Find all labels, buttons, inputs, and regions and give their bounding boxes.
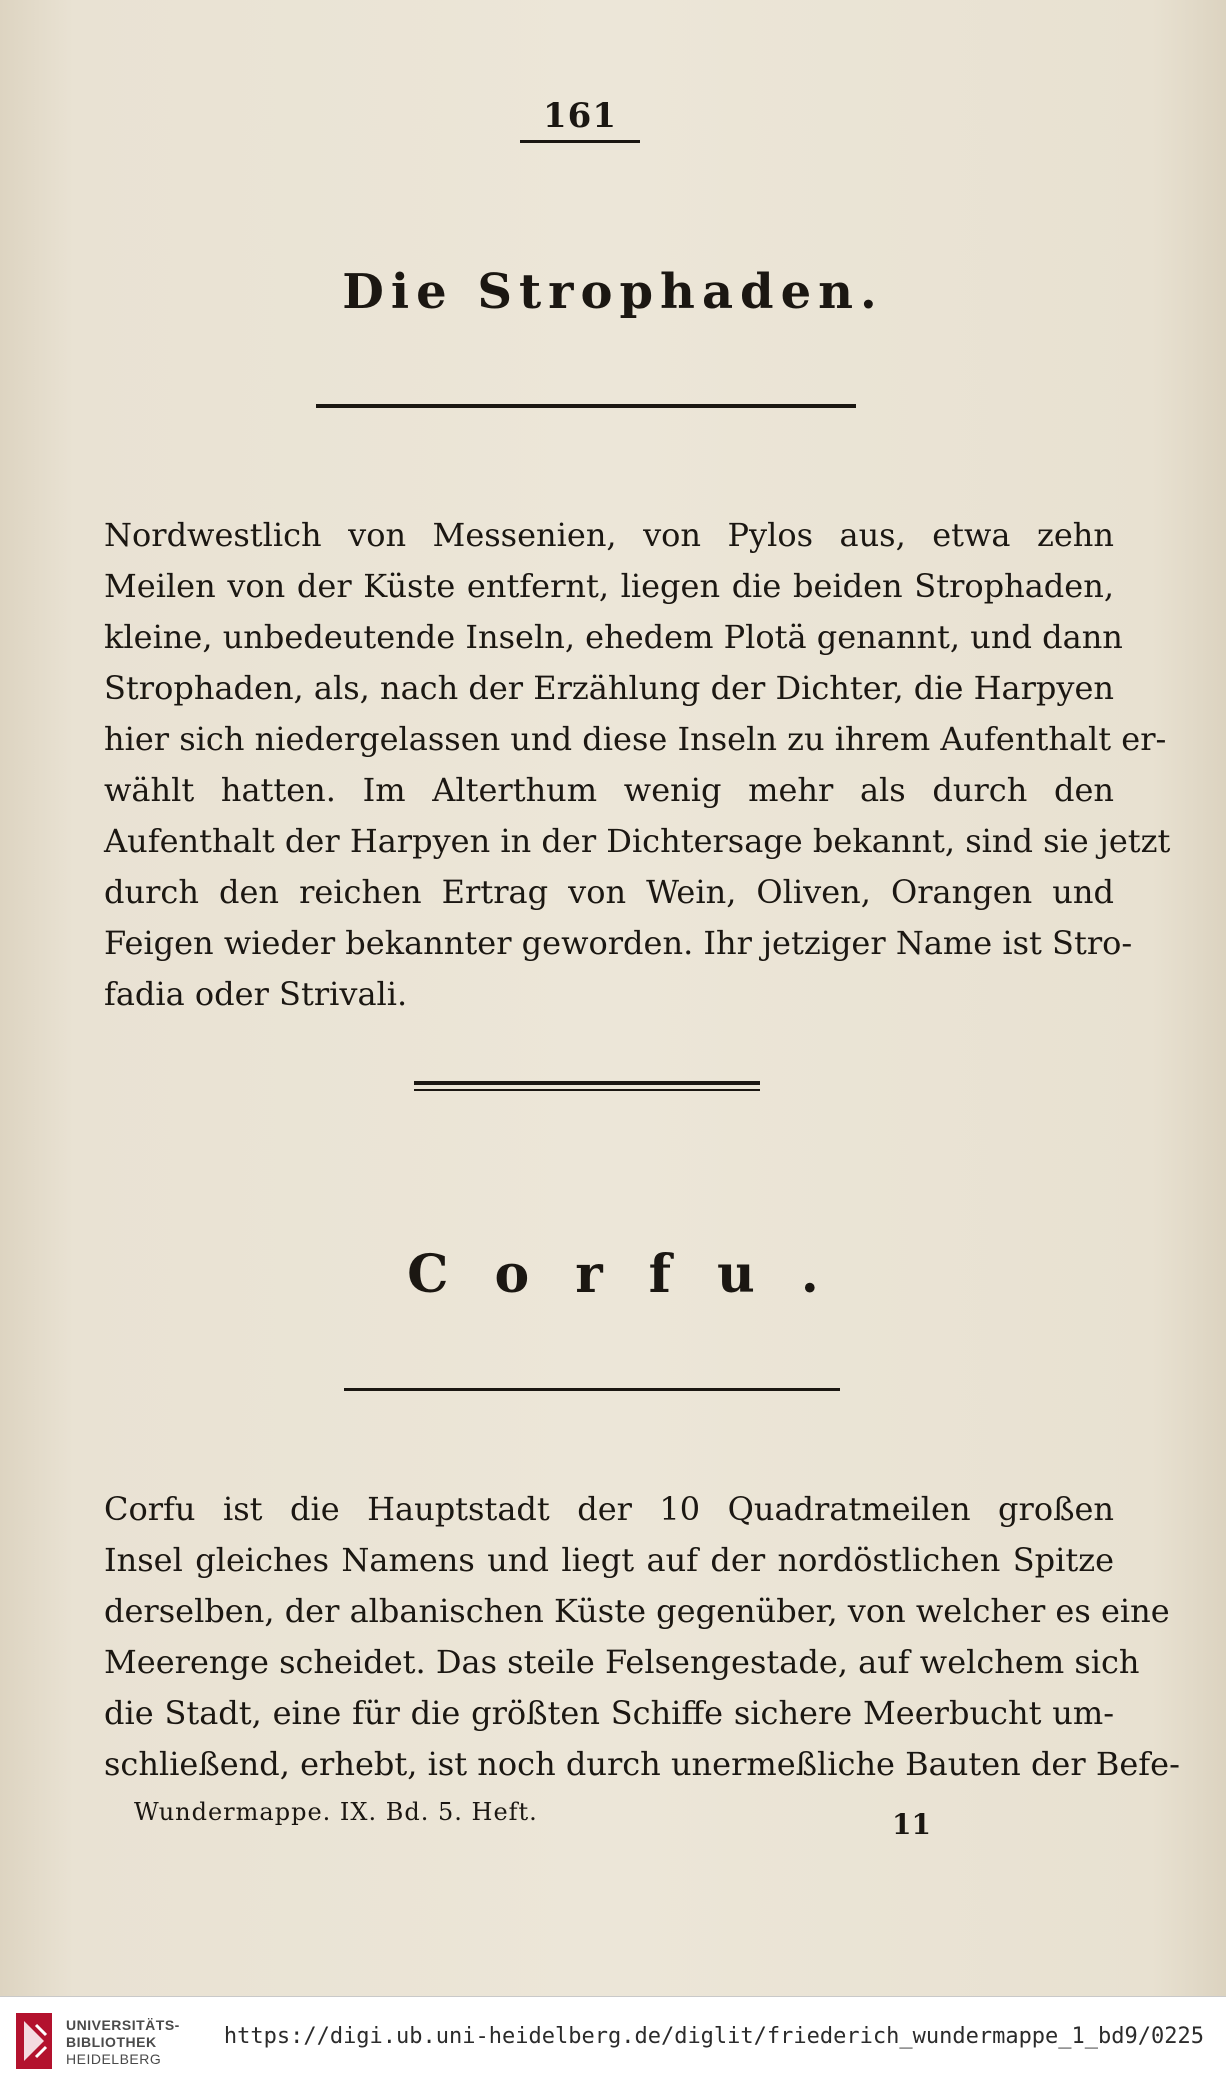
divider-rule	[344, 1388, 840, 1391]
text-line: wählt hatten. Im Alterthum wenig mehr als durch den	[104, 771, 1114, 809]
logo-line: HEIDELBERG	[66, 2051, 162, 2067]
logo-line: BIBLIOTHEK	[66, 2034, 157, 2050]
library-logo-text	[66, 2017, 180, 2068]
page-number: 161	[520, 96, 640, 143]
library-footer-bar	[0, 1996, 1226, 2085]
university-library-logo-icon	[14, 2011, 54, 2071]
text-line: Meerenge scheidet. Das steile Felsengestade, auf welchem sich	[104, 1643, 1140, 1681]
divider-rule	[316, 404, 856, 408]
paragraph-corfu	[104, 1484, 1180, 1790]
text-line: Meilen von der Küste entfernt, liegen die beiden Strophaden,	[104, 567, 1114, 605]
text-line: Strophaden, als, nach der Erzählung der Dichter, die Harpyen	[104, 669, 1115, 707]
text-line: Feigen wieder bekannter geworden. Ihr jetziger Name ist Stro-	[104, 924, 1133, 962]
paragraph-strophaden	[104, 510, 1171, 1020]
text-line: kleine, unbedeutende Inseln, ehedem Plotä genannt, und dann	[104, 618, 1123, 656]
printer-signature: Wundermappe. IX. Bd. 5. Heft.	[134, 1798, 538, 1826]
text-line: Insel gleiches Namens und liegt auf der nordöstlichen Spitze	[104, 1541, 1114, 1579]
text-line: Aufenthalt der Harpyen in der Dichtersage bekannt, sind sie jetzt	[104, 822, 1171, 860]
permalink-url[interactable]: https://digi.ub.uni-heidelberg.de/diglit/friederich_wundermappe_1_bd9/0225	[223, 2024, 1204, 2049]
double-divider-rule	[414, 1081, 760, 1091]
section-title-strophaden: Die Strophaden.	[342, 264, 884, 320]
text-line: durch den reichen Ertrag von Wein, Oliven, Orangen und	[104, 873, 1114, 911]
sheet-number: 11	[892, 1808, 931, 1841]
section-title-corfu: Corfu.	[407, 1244, 865, 1305]
logo-line: UNIVERSITÄTS-	[66, 2017, 180, 2033]
text-line: schließend, erhebt, ist noch durch unermeßliche Bauten der Befe-	[104, 1745, 1180, 1783]
text-line: fadia oder Strivali.	[104, 975, 408, 1013]
text-line: Corfu ist die Hauptstadt der 10 Quadratmeilen großen	[104, 1490, 1114, 1528]
text-line: Nordwestlich von Messenien, von Pylos aus, etwa zehn	[104, 516, 1114, 554]
text-line: hier sich niedergelassen und diese Inseln zu ihrem Aufenthalt er-	[104, 720, 1167, 758]
text-line: derselben, der albanischen Küste gegenüber, von welcher es eine	[104, 1592, 1170, 1630]
text-line: die Stadt, eine für die größten Schiffe sichere Meerbucht um-	[104, 1694, 1114, 1732]
